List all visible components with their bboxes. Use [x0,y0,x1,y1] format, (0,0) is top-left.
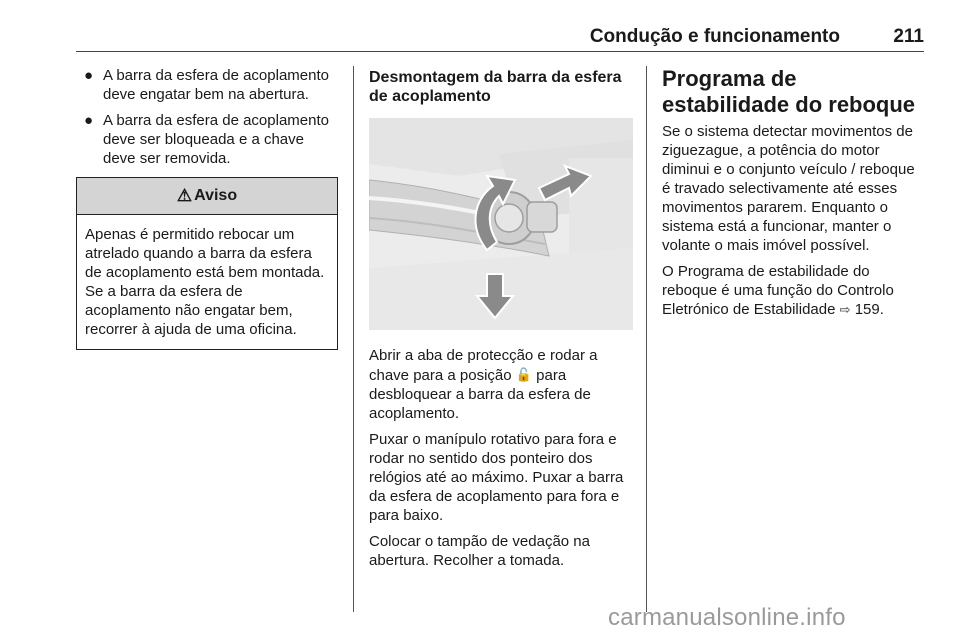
paragraph: Colocar o tampão de vedação na abertura. Recolher a tomada. [369,533,590,569]
column-divider-2 [646,66,647,612]
column-divider-1 [353,66,354,612]
paragraph-text: para desbloquear a barra da esfera de acoplamento. [369,367,591,422]
page-reference-link[interactable]: 159. [854,301,884,318]
bullet-icon: ● [84,112,94,129]
warning-box [76,177,338,350]
column-2 [369,66,633,577]
paragraph: Puxar o manípulo rotativo para fora e rodar no sentido dos ponteiro dos relógios até ao máximo. Puxar a barra da esfera de acoplamento para fora e para baixo. [369,431,624,524]
warning-triangle-icon: ⚠ [176,186,193,205]
bullet-text: A barra da esfera de acoplamento deve ser bloqueada e a chave deve ser removida. [103,112,329,167]
tow-bar-illustration [369,118,633,330]
page-reference-arrow-icon: ⇨ [839,302,851,317]
bullet-list [76,66,338,168]
column-1 [76,66,338,350]
bullet-icon: ● [84,67,94,84]
list-item [76,66,338,104]
watermark: carmanualsonline.info [608,604,846,631]
running-header-title: Condução e funcionamento [589,26,840,47]
page-number: 211 [893,26,924,47]
paragraph-text: O Programa de estabilidade do reboque é uma função do Controlo Eletrónico de Estabilidade [662,263,894,318]
unlocked-padlock-icon: 🔓 [515,367,532,382]
removal-instructions [369,346,633,570]
section-heading-trailer-stability: Programa de estabilidade do reboque [662,66,916,117]
warning-text: Apenas é permitido rebocar um atrelado quando a barra da esfera de acoplamento está bem montada. Se a barra da esfera de acoplamento não engatar bem, recorrer à ajuda de uma oficina. [85,226,325,338]
bullet-text: A barra da esfera de acoplamento deve engatar bem na abertura. [103,67,329,103]
section-heading-removal: Desmontagem da barra da esfera de acoplamento [369,69,622,105]
list-item [76,111,338,168]
header-rule [76,51,924,52]
paragraph [369,346,633,423]
paragraph: Se o sistema detectar movimentos de ziguezague, a potência do motor diminui e o conjunto veículo / reboque é travado selectivamente até esses movimentos pararem. Enquanto o sistema está a funcionar, manter o volante o mais imóvel possível. [662,123,915,254]
warning-title: Aviso [194,187,238,204]
paragraph-text: Abrir a aba de protecção e rodar a chave para a posição [369,347,598,384]
paragraph [662,262,926,319]
column-3 [662,66,926,326]
warning-header [77,178,337,215]
